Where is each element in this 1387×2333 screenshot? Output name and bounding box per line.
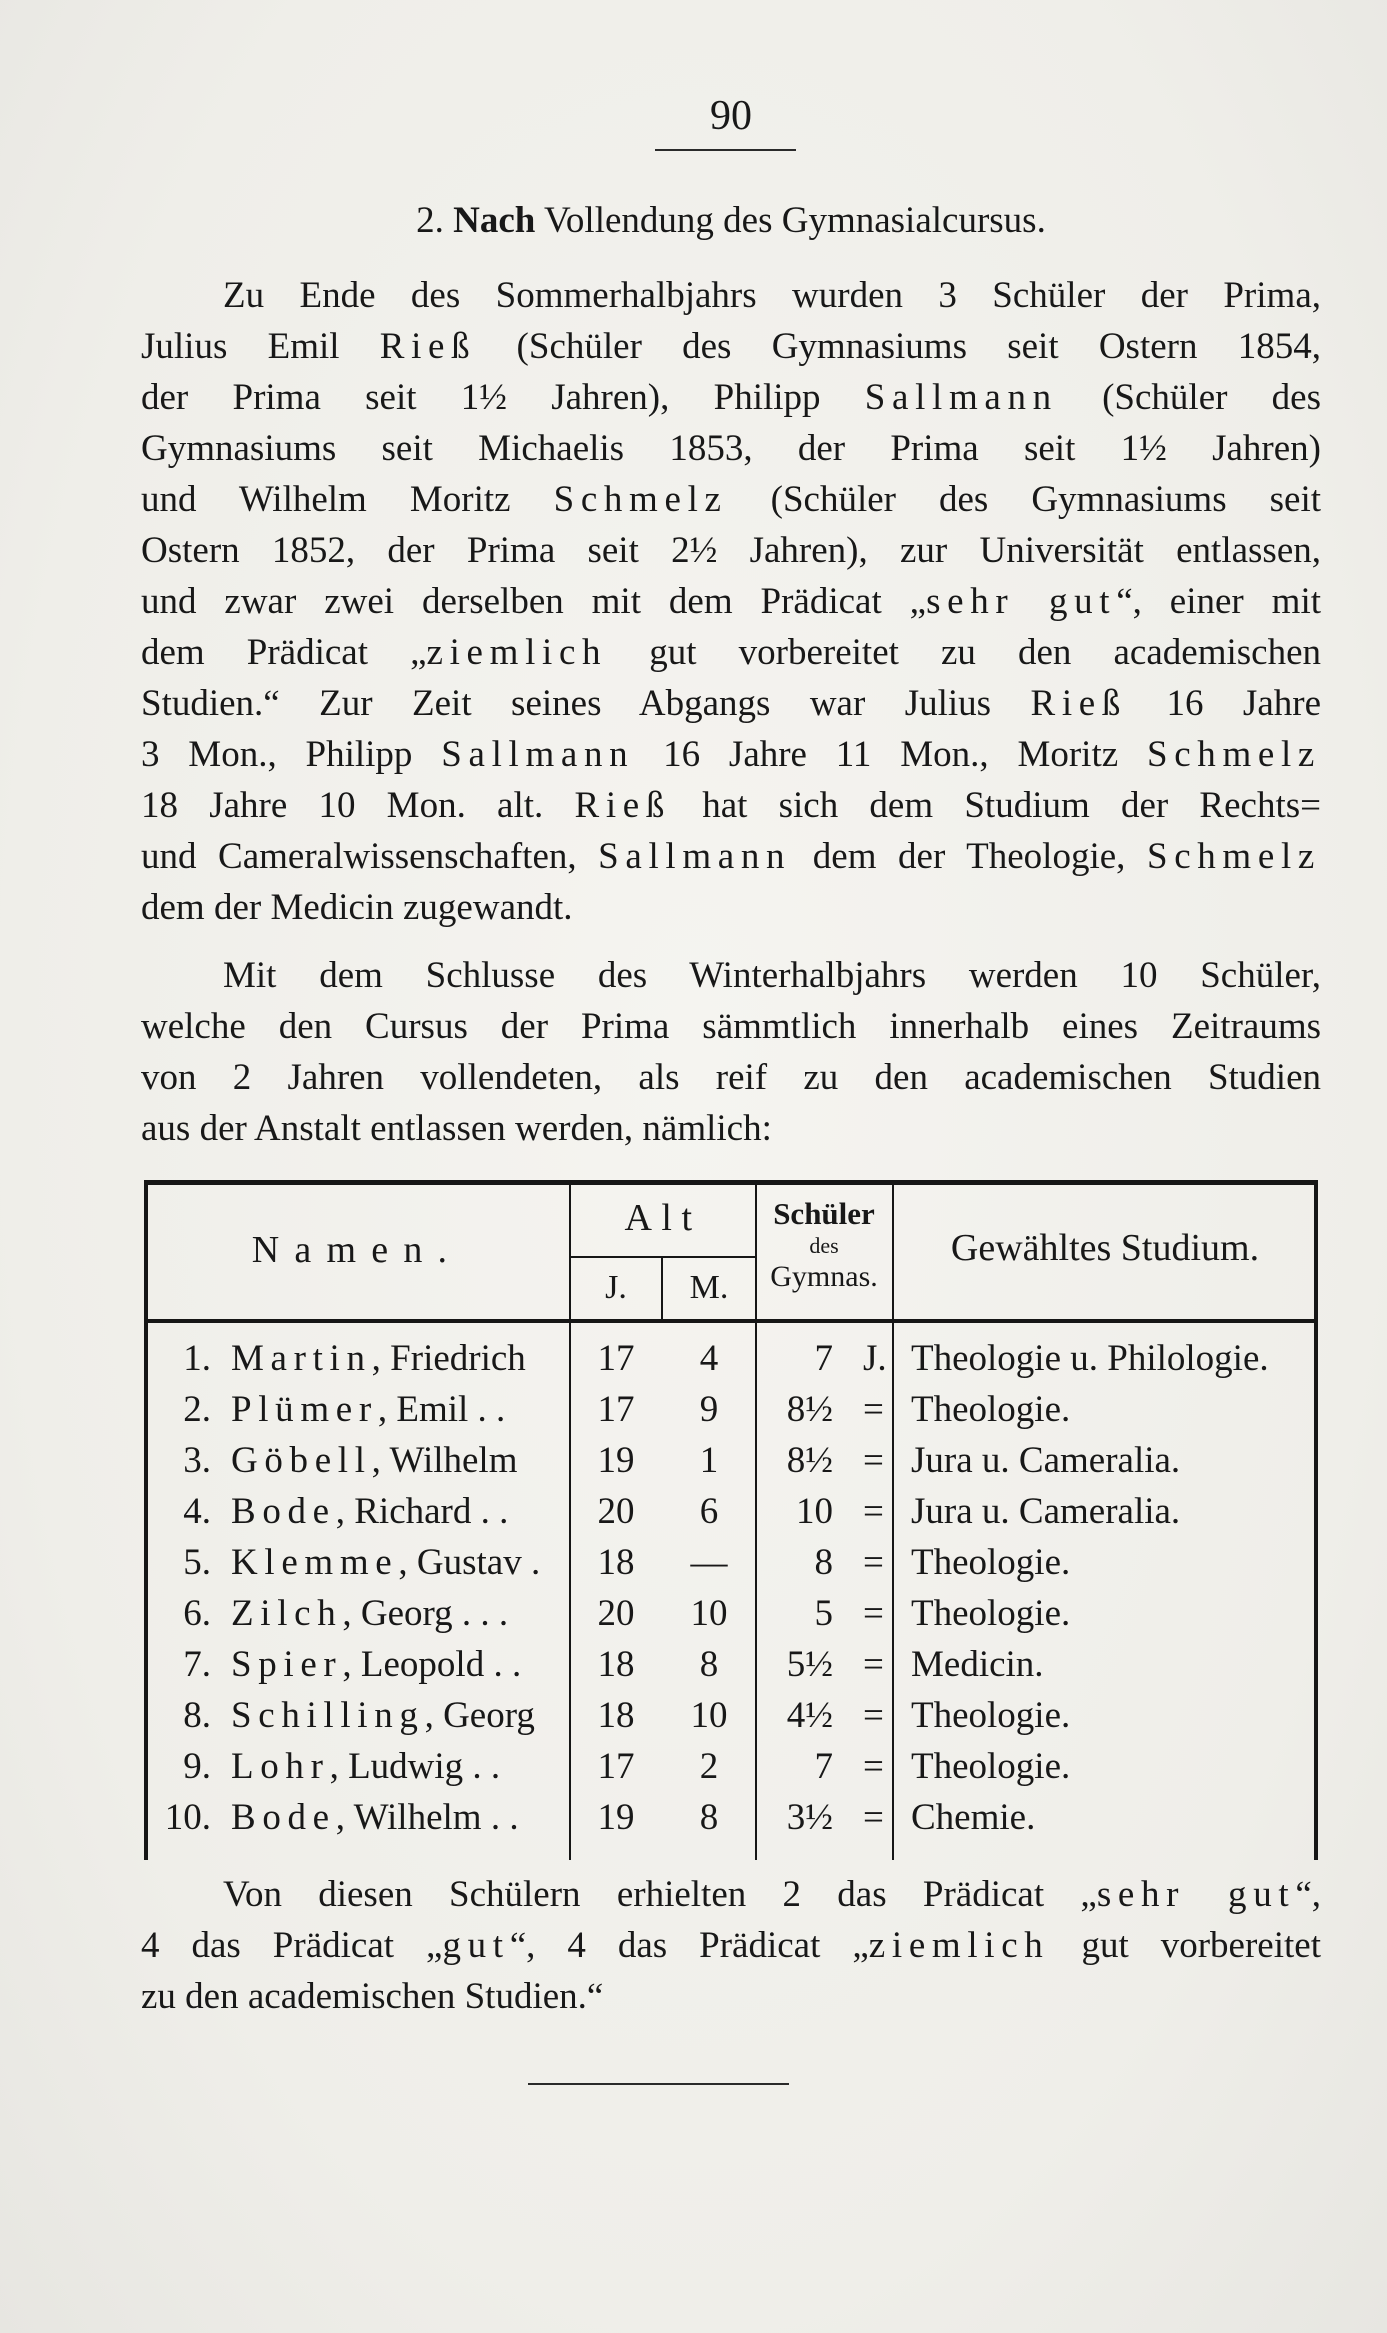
text-run: welche den Cursus der Prima sämmtlich innerhalb eines Zeitraums: [141, 1006, 1321, 1047]
table-row: [144, 1792, 1318, 1843]
table-row: [144, 1588, 1318, 1639]
surname: Göbell: [231, 1440, 372, 1481]
text-line: [141, 321, 1321, 372]
text-run: (Schüler des Gymnasiums seit Ostern 1854,: [476, 326, 1321, 367]
closing-rule: [528, 2083, 789, 2085]
age-months: 2: [699, 1746, 719, 1787]
given-name: , Richard . .: [335, 1491, 509, 1532]
age-years: 18: [597, 1542, 635, 1583]
surname: Spier: [231, 1644, 343, 1685]
text-run: gut vorbereitet: [1049, 1925, 1321, 1966]
spaced-emphasis: ziemlich: [426, 632, 608, 673]
text-run: Gymnasiums seit Michaelis 1853, der Prima seit 1½ Jahren): [141, 428, 1321, 469]
table-border-top: [144, 1180, 1318, 1185]
text-run: “, 4 das Prädicat „: [509, 1925, 869, 1966]
text-line: [141, 780, 1321, 831]
given-name: , Wilhelm . .: [335, 1797, 519, 1838]
row-number: 8.: [183, 1695, 211, 1736]
text-line: [141, 1052, 1321, 1103]
age-months: 10: [690, 1593, 728, 1634]
text-run: und Wilhelm Moritz: [141, 479, 554, 520]
text-run: Von diesen Schülern erhielten 2 das Prädicat „: [223, 1874, 1097, 1915]
gymnasium-unit: =: [863, 1593, 884, 1634]
table-body: [144, 1333, 1318, 1843]
table-row: [144, 1639, 1318, 1690]
age-subheader-rule: [661, 1256, 663, 1320]
student-name: [231, 1486, 508, 1537]
age-months: —: [690, 1542, 728, 1583]
gymnasium-unit: =: [863, 1695, 884, 1736]
text-line: [141, 423, 1321, 474]
gymnasium-years: 7: [814, 1338, 833, 1379]
text-line: [141, 1001, 1321, 1052]
spaced-emphasis: gut: [442, 1925, 510, 1966]
spaced-emphasis: Rieß: [574, 785, 672, 826]
table-row: [144, 1537, 1318, 1588]
column-header-study: Gewähltes Studium.: [950, 1227, 1260, 1269]
page-number-rule: [655, 149, 796, 151]
gymnasium-years: 5: [814, 1593, 833, 1634]
text-line: [141, 372, 1321, 423]
chosen-study: Medicin.: [911, 1644, 1044, 1685]
age-months: 4: [699, 1338, 719, 1379]
text-run: der Prima seit 1½ Jahren), Philipp: [141, 377, 865, 418]
row-number: 3.: [183, 1440, 211, 1481]
text-line: [141, 270, 1321, 321]
age-years: 17: [597, 1389, 635, 1430]
age-years: 19: [597, 1440, 635, 1481]
surname: Zilch: [231, 1593, 343, 1634]
age-months: 6: [699, 1491, 719, 1532]
text-run: von 2 Jahren vollendeten, als reif zu den academischen Studien: [141, 1057, 1321, 1098]
chosen-study: Jura u. Cameralia.: [911, 1440, 1181, 1481]
surname: Bode: [231, 1797, 336, 1838]
given-name: , Friedrich: [371, 1338, 526, 1379]
gymnasium-years: 8: [814, 1542, 833, 1583]
page-number: 90: [710, 93, 752, 139]
text-run: Studien.“ Zur Zeit seines Abgangs war Julius: [141, 683, 1031, 724]
gymnasium-unit: =: [863, 1440, 884, 1481]
age-years: 20: [597, 1491, 635, 1532]
surname: Plümer: [231, 1389, 378, 1430]
column-header-age-months: M.: [689, 1269, 729, 1306]
age-years: 17: [597, 1338, 635, 1379]
text-run: und zwar zwei derselben mit dem Prädicat „: [141, 581, 927, 622]
row-number: 1.: [183, 1338, 211, 1379]
text-run: 4 das Prädicat „: [141, 1925, 443, 1966]
age-months: 10: [690, 1695, 728, 1736]
student-name: [231, 1639, 521, 1690]
spaced-emphasis: Schmelz: [1146, 734, 1321, 775]
age-months: 8: [699, 1797, 719, 1838]
chosen-study: Theologie.: [911, 1695, 1071, 1736]
student-name: [231, 1588, 508, 1639]
table-row: [144, 1690, 1318, 1741]
text-run: dem der Medicin zugewandt.: [141, 887, 573, 928]
age-years: 18: [597, 1695, 635, 1736]
table-row: [144, 1435, 1318, 1486]
surname: Lohr: [231, 1746, 330, 1787]
column-header-age-years: J.: [605, 1269, 627, 1306]
gymnasium-years: 5½: [786, 1644, 833, 1685]
gymnasium-unit: =: [863, 1389, 884, 1430]
gymnasium-unit: =: [863, 1491, 884, 1532]
text-line: [141, 678, 1321, 729]
text-run: Mit dem Schlusse des Winterhalbjahrs werden 10 Schüler,: [223, 955, 1321, 996]
spaced-emphasis: Schmelz: [553, 479, 728, 520]
text-run: Vollendung des Gymnasialcursus.: [535, 200, 1046, 241]
gymnasium-years: 8½: [786, 1440, 833, 1481]
table-row: [144, 1384, 1318, 1435]
spaced-emphasis: sehr gut: [1096, 1874, 1296, 1915]
text-line: [141, 882, 1321, 933]
text-line: [141, 1971, 1321, 2022]
gymnasium-years: 10: [796, 1491, 833, 1532]
text-run: 3 Mon., Philipp: [141, 734, 442, 775]
gymnasium-unit: =: [863, 1746, 884, 1787]
text-line: [141, 474, 1321, 525]
column-header-names: Namen.: [251, 1229, 463, 1271]
table-row: [144, 1333, 1318, 1384]
bold-emphasis: Nach: [453, 200, 536, 241]
student-name: [231, 1435, 518, 1486]
age-years: 19: [597, 1797, 635, 1838]
text-run: 2.: [416, 200, 454, 241]
given-name: , Wilhelm: [371, 1440, 518, 1481]
gymnasium-years: 3½: [786, 1797, 833, 1838]
spaced-emphasis: ziemlich: [868, 1925, 1050, 1966]
column-header-pupil-line2: des: [809, 1233, 839, 1258]
age-header-rule: [569, 1256, 757, 1258]
row-number: 2.: [183, 1389, 211, 1430]
text-line: [141, 729, 1321, 780]
section-heading: [141, 195, 1321, 246]
text-line: [141, 831, 1321, 882]
gymnasium-unit: =: [863, 1644, 884, 1685]
student-name: [231, 1333, 526, 1384]
text-line: [141, 1869, 1321, 1920]
age-years: 17: [597, 1746, 635, 1787]
text-run: 16 Jahre: [1127, 683, 1321, 724]
text-run: 16 Jahre 11 Mon., Moritz: [634, 734, 1147, 775]
chosen-study: Jura u. Cameralia.: [911, 1491, 1181, 1532]
row-number: 4.: [183, 1491, 211, 1532]
spaced-emphasis: Sallmann: [864, 377, 1058, 418]
chosen-study: Chemie.: [911, 1797, 1036, 1838]
chosen-study: Theologie.: [911, 1542, 1071, 1583]
chosen-study: Theologie.: [911, 1746, 1071, 1787]
surname: Klemme: [231, 1542, 399, 1583]
given-name: , Gustav .: [398, 1542, 541, 1583]
row-number: 10.: [164, 1797, 211, 1838]
gymnasium-unit: =: [863, 1797, 884, 1838]
spaced-emphasis: Sallmann: [598, 836, 792, 877]
age-years: 18: [597, 1644, 635, 1685]
age-months: 1: [699, 1440, 719, 1481]
text-line: [141, 195, 1321, 246]
text-run: gut vorbereitet zu den academischen: [607, 632, 1321, 673]
text-run: Zu Ende des Sommerhalbjahrs wurden 3 Schüler der Prima,: [223, 275, 1321, 316]
given-name: , Leopold . .: [342, 1644, 522, 1685]
column-header-pupil-line3: Gymnas.: [770, 1260, 878, 1293]
gymnasium-unit: J.: [863, 1338, 887, 1379]
age-months: 9: [699, 1389, 719, 1430]
text-run: hat sich dem Studium der Rechts=: [671, 785, 1321, 826]
table-row: [144, 1741, 1318, 1792]
chosen-study: Theologie.: [911, 1389, 1071, 1430]
spaced-emphasis: Sallmann: [441, 734, 635, 775]
text-run: Julius Emil: [141, 326, 380, 367]
text-run: (Schüler des: [1057, 377, 1322, 418]
given-name: , Georg . . .: [342, 1593, 509, 1634]
text-run: aus der Anstalt entlassen werden, nämlich:: [141, 1108, 772, 1149]
text-run: 18 Jahre 10 Mon. alt.: [141, 785, 575, 826]
graduates-table: [144, 1180, 1318, 1860]
student-name: [231, 1741, 500, 1792]
text-line: [141, 525, 1321, 576]
text-run: dem der Theologie,: [791, 836, 1147, 877]
text-run: und Cameralwissenschaften,: [141, 836, 599, 877]
table-row: [144, 1486, 1318, 1537]
text-line: [141, 576, 1321, 627]
student-name: [231, 1690, 535, 1741]
gymnasium-years: 8½: [786, 1389, 833, 1430]
age-months: 8: [699, 1644, 719, 1685]
spaced-emphasis: Rieß: [1030, 683, 1128, 724]
given-name: , Ludwig . .: [329, 1746, 501, 1787]
surname: Schilling: [231, 1695, 425, 1736]
row-number: 5.: [183, 1542, 211, 1583]
paragraph-grades-summary: [141, 1869, 1321, 2022]
text-run: dem Prädicat „: [141, 632, 427, 673]
column-header-pupil-line1: Schüler: [773, 1196, 875, 1231]
text-run: zu den academischen Studien.“: [141, 1976, 604, 2017]
row-number: 7.: [183, 1644, 211, 1685]
spaced-emphasis: Schmelz: [1146, 836, 1321, 877]
spaced-emphasis: sehr gut: [926, 581, 1117, 622]
student-name: [231, 1384, 505, 1435]
text-run: Ostern 1852, der Prima seit 2½ Jahren), zur Universität entlassen,: [141, 530, 1321, 571]
text-run: (Schüler des Gymnasiums seit: [727, 479, 1321, 520]
given-name: , Emil . .: [377, 1389, 506, 1430]
surname: Martin: [231, 1338, 372, 1379]
text-line: [141, 950, 1321, 1001]
paragraph-summer-graduates: [141, 270, 1321, 933]
paragraph-winter-graduates: [141, 950, 1321, 1154]
text-line: [141, 627, 1321, 678]
text-run: “,: [1295, 1874, 1321, 1915]
table-header-rule: [144, 1319, 1318, 1323]
row-number: 9.: [183, 1746, 211, 1787]
row-number: 6.: [183, 1593, 211, 1634]
text-line: [141, 1920, 1321, 1971]
text-run: “, einer mit: [1116, 581, 1322, 622]
text-line: [141, 1103, 1321, 1154]
gymnasium-years: 7: [814, 1746, 833, 1787]
gymnasium-unit: =: [863, 1542, 884, 1583]
gymnasium-years: 4½: [786, 1695, 833, 1736]
chosen-study: Theologie u. Philologie.: [911, 1338, 1269, 1379]
column-header-age: Alt: [624, 1197, 702, 1239]
student-name: [231, 1792, 519, 1843]
surname: Bode: [231, 1491, 336, 1532]
student-name: [231, 1537, 540, 1588]
age-years: 20: [597, 1593, 635, 1634]
chosen-study: Theologie.: [911, 1593, 1071, 1634]
given-name: , Georg: [424, 1695, 535, 1736]
spaced-emphasis: Rieß: [379, 326, 477, 367]
